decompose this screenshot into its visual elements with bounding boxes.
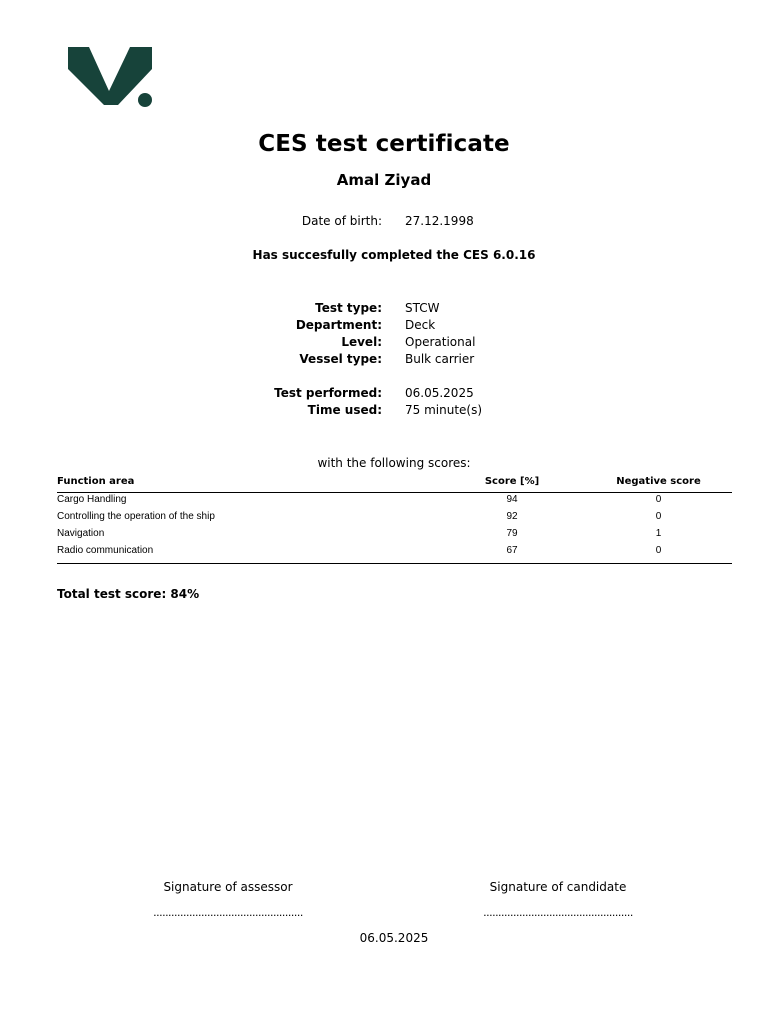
column-header-function-area: Function area (57, 476, 135, 487)
level-value: Operational (405, 335, 476, 349)
score-cell: 79 (506, 528, 518, 539)
scores-table (57, 476, 732, 564)
negative-score-cell: 0 (655, 545, 662, 556)
test-performed-label: Test performed: (274, 386, 382, 400)
candidate-signature-line: .................................................. (483, 906, 633, 919)
signature-date: 06.05.2025 (359, 931, 429, 945)
negative-score-cell: 1 (655, 528, 662, 539)
table-row (57, 527, 732, 544)
certificate-title: CES test certificate (258, 131, 510, 157)
candidate-name: Amal Ziyad (336, 171, 432, 189)
department-label: Department: (295, 318, 382, 332)
function-area-cell: Cargo Handling (57, 494, 127, 505)
test-type-label: Test type: (315, 301, 382, 315)
candidate-signature-label: Signature of candidate (489, 880, 627, 894)
department-value: Deck (405, 318, 436, 332)
level-label: Level: (341, 335, 382, 349)
score-cell: 94 (506, 494, 518, 505)
completion-statement: Has succesfully completed the CES 6.0.16 (252, 248, 536, 262)
assessor-signature-line: .................................................. (153, 906, 303, 919)
test-type-value: STCW (405, 301, 440, 315)
negative-score-cell: 0 (655, 511, 662, 522)
assessor-signature-label: Signature of assessor (163, 880, 293, 894)
table-row (57, 544, 732, 561)
table-row (57, 493, 732, 510)
scores-table-body (57, 493, 732, 564)
brand-v-logo-icon (68, 47, 154, 109)
column-header-score: Score [%] (484, 476, 540, 487)
time-used-value: 75 minute(s) (405, 403, 483, 417)
birth-date-value: 27.12.1998 (405, 214, 474, 228)
test-performed-value: 06.05.2025 (405, 386, 474, 400)
function-area-cell: Controlling the operation of the ship (57, 511, 215, 522)
scores-table-header (57, 476, 732, 493)
column-header-negative-score: Negative score (616, 476, 701, 487)
vessel-type-label: Vessel type: (299, 352, 382, 366)
time-used-label: Time used: (307, 403, 382, 417)
birth-date-label: Date of birth: (301, 214, 382, 228)
negative-score-cell: 0 (655, 494, 662, 505)
vessel-type-value: Bulk carrier (405, 352, 475, 366)
score-cell: 67 (506, 545, 518, 556)
scores-intro: with the following scores: (317, 456, 471, 470)
score-cell: 92 (506, 511, 518, 522)
table-row (57, 510, 732, 527)
function-area-cell: Navigation (57, 528, 105, 539)
function-area-cell: Radio communication (57, 545, 154, 556)
total-test-score: Total test score: 84% (57, 587, 200, 601)
